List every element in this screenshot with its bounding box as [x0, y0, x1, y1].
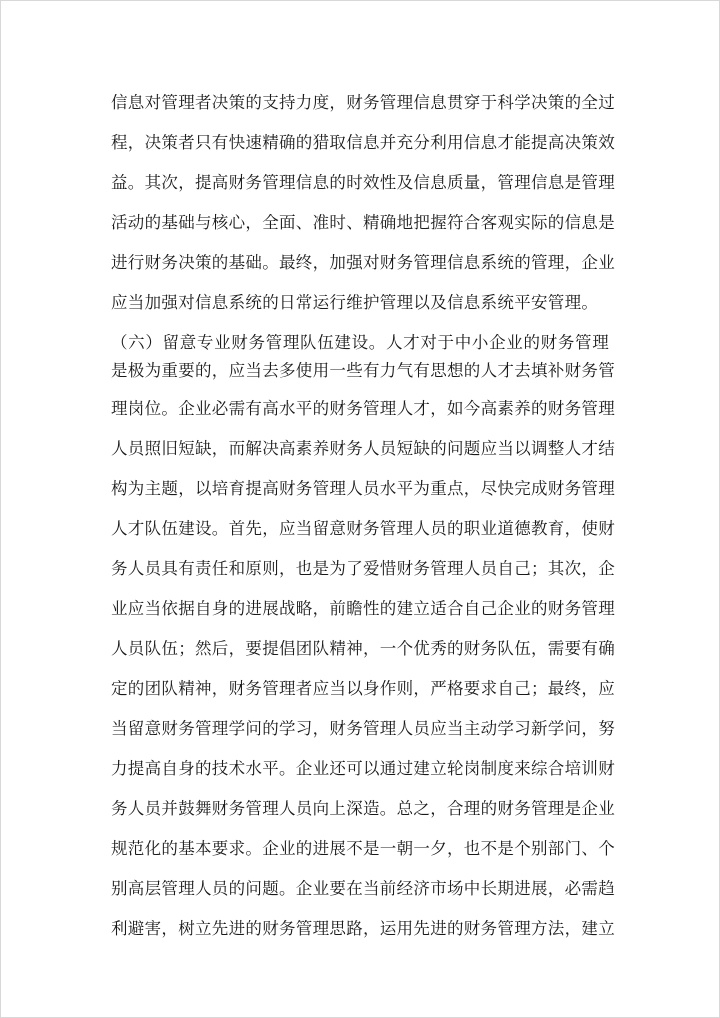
text-line: （六）留意专业财务管理队伍建设。人才对于中小企业的财务管理 [111, 333, 609, 352]
text-line: 构为主题，以培育提高财务管理人员水平为重点，尽快完成财务管理 [111, 479, 615, 498]
text-line: 益。其次，提高财务管理信息的时效性及信息质量，管理信息是管理 [111, 173, 615, 192]
text-line: 务人员具有责任和原则，也是为了爱惜财务管理人员自己；其次，企 [111, 559, 615, 578]
text-line: 力提高自身的技术水平。企业还可以通过建立轮岗制度来综合培训财 [111, 759, 615, 778]
text-line: 当留意财务管理学问的学习，财务管理人员应当主动学习新学问，努 [111, 719, 615, 738]
text-line: 程，决策者只有快速精确的猎取信息并充分利用信息才能提高决策效 [111, 133, 615, 152]
text-line: 别高层管理人员的问题。企业要在当前经济市场中长期进展，必需趋 [111, 879, 615, 898]
text-line: 是极为重要的，应当去多使用一些有力气有思想的人才去填补财务管 [111, 361, 615, 380]
text-line: 务人员并鼓舞财务管理人员向上深造。总之，合理的财务管理是企业 [111, 799, 615, 818]
text-line: 人才队伍建设。首先，应当留意财务管理人员的职业道德教育，使财 [111, 519, 615, 538]
text-line: 进行财务决策的基础。最终，加强对财务管理信息系统的管理，企业 [111, 253, 615, 272]
text-line: 规范化的基本要求。企业的进展不是一朝一夕，也不是个别部门、个 [111, 839, 615, 858]
text-line: 人员队伍；然后，要提倡团队精神，一个优秀的财务队伍，需要有确 [111, 639, 615, 658]
text-line: 理岗位。企业必需有高水平的财务管理人才，如今高素养的财务管理 [111, 399, 615, 418]
text-line: 定的团队精神，财务管理者应当以身作则，严格要求自己；最终，应 [111, 679, 615, 698]
text-line: 业应当依据自身的进展战略，前瞻性的建立适合自己企业的财务管理 [111, 599, 615, 618]
text-line: 信息对管理者决策的支持力度，财务管理信息贯穿于科学决策的全过 [111, 93, 615, 112]
text-line: 活动的基础与核心，全面、准时、精确地把握符合客观实际的信息是 [111, 213, 615, 232]
text-line: 利避害，树立先进的财务管理思路，运用先进的财务管理方法，建立 [111, 919, 615, 938]
text-line: 应当加强对信息系统的日常运行维护管理以及信息系统平安管理。 [111, 293, 599, 312]
text-line: 人员照旧短缺，而解决高素养财务人员短缺的问题应当以调整人才结 [111, 439, 615, 458]
